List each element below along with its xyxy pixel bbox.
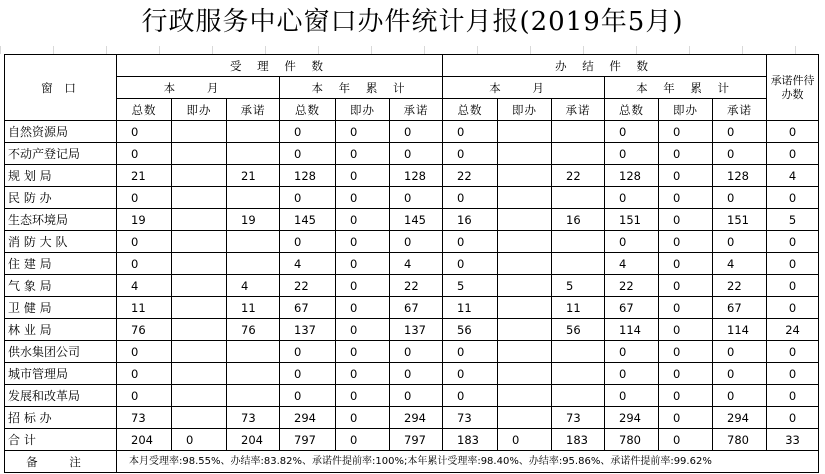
table-cell (552, 187, 605, 209)
table-cell: 0 (443, 341, 498, 363)
row-window-name: 供水集团公司 (5, 341, 117, 363)
table-cell (552, 121, 605, 143)
table-cell: 0 (390, 341, 443, 363)
table-row (5, 143, 819, 165)
table-row (5, 319, 819, 341)
table-cell: 0 (659, 363, 713, 385)
table-cell: 294 (390, 407, 443, 429)
table-cell: 128 (605, 165, 659, 187)
table-cell: 114 (713, 319, 767, 341)
table-cell: 24 (767, 319, 819, 341)
table-cell: 0 (117, 385, 172, 407)
table-cell: 0 (659, 231, 713, 253)
table-cell: 0 (390, 385, 443, 407)
table-cell (172, 253, 227, 275)
row-window-name: 消 防 大 队 (5, 231, 117, 253)
table-cell: 183 (443, 429, 498, 451)
table-cell: 4 (117, 275, 172, 297)
table-cell (498, 231, 552, 253)
table-cell: 0 (117, 187, 172, 209)
table-cell: 128 (713, 165, 767, 187)
table-cell: 0 (767, 253, 819, 275)
table-cell: 0 (659, 341, 713, 363)
table-cell (227, 363, 280, 385)
table-cell: 0 (713, 385, 767, 407)
table-cell: 0 (336, 121, 390, 143)
table-cell: 0 (336, 407, 390, 429)
table-cell: 0 (280, 143, 336, 165)
table-cell: 0 (605, 187, 659, 209)
table-cell: 0 (117, 341, 172, 363)
table-cell: 0 (443, 187, 498, 209)
table-cell (552, 143, 605, 165)
statistics-table (4, 54, 819, 473)
subheader-promise: 承诺 (390, 99, 443, 121)
table-cell: 0 (767, 385, 819, 407)
subheader-total: 总数 (117, 99, 172, 121)
subheader-promise: 承诺 (227, 99, 280, 121)
table-row (5, 429, 819, 451)
table-cell: 0 (605, 121, 659, 143)
table-cell (172, 121, 227, 143)
table-cell: 76 (227, 319, 280, 341)
table-cell: 294 (713, 407, 767, 429)
table-cell (498, 253, 552, 275)
table-cell: 151 (605, 209, 659, 231)
subheader-instant: 即办 (336, 99, 390, 121)
table-cell: 19 (227, 209, 280, 231)
table-cell: 0 (767, 363, 819, 385)
table-cell (172, 275, 227, 297)
table-cell: 0 (117, 363, 172, 385)
table-cell: 797 (280, 429, 336, 451)
table-row (5, 407, 819, 429)
table-cell: 0 (172, 429, 227, 451)
table-cell (172, 319, 227, 341)
table-cell: 0 (336, 297, 390, 319)
table-cell (227, 341, 280, 363)
table-cell: 56 (552, 319, 605, 341)
header-accepted-this-month: 本 月 (117, 77, 280, 99)
table-cell: 22 (713, 275, 767, 297)
table-cell: 183 (552, 429, 605, 451)
table-cell: 0 (336, 385, 390, 407)
table-cell: 56 (443, 319, 498, 341)
table-cell (172, 143, 227, 165)
table-cell: 0 (713, 143, 767, 165)
table-cell: 0 (443, 121, 498, 143)
table-cell: 4 (767, 165, 819, 187)
row-window-name: 不动产登记局 (5, 143, 117, 165)
row-window-name: 城市管理局 (5, 363, 117, 385)
table-cell: 797 (390, 429, 443, 451)
table-cell: 0 (605, 385, 659, 407)
table-cell: 0 (605, 231, 659, 253)
row-window-name: 规 划 局 (5, 165, 117, 187)
table-cell (172, 187, 227, 209)
table-cell: 0 (117, 143, 172, 165)
row-window-name: 气 象 局 (5, 275, 117, 297)
table-cell (552, 385, 605, 407)
table-cell: 0 (443, 143, 498, 165)
report-title: 行政服务中心窗口办件统计月报(2019年5月) (141, 7, 684, 37)
table-row (5, 165, 819, 187)
table-cell: 0 (336, 275, 390, 297)
table-cell (227, 253, 280, 275)
table-cell: 0 (767, 121, 819, 143)
table-cell: 0 (713, 187, 767, 209)
subheader-instant: 即办 (659, 99, 713, 121)
header-accepted: 受 理 件 数 (117, 55, 443, 77)
table-cell (498, 143, 552, 165)
table-cell: 145 (390, 209, 443, 231)
table-cell: 67 (390, 297, 443, 319)
table-cell: 128 (390, 165, 443, 187)
spreadsheet-gridlines (0, 46, 825, 54)
table-cell: 67 (713, 297, 767, 319)
table-cell: 0 (443, 385, 498, 407)
note-row (5, 451, 819, 473)
table-cell: 0 (336, 209, 390, 231)
table-cell: 0 (605, 143, 659, 165)
table-cell: 294 (605, 407, 659, 429)
table-cell (498, 165, 552, 187)
row-window-name: 自然资源局 (5, 121, 117, 143)
table-cell: 145 (280, 209, 336, 231)
table-cell: 0 (713, 231, 767, 253)
table-cell: 0 (767, 143, 819, 165)
table-cell: 0 (498, 429, 552, 451)
table-cell: 0 (336, 363, 390, 385)
table-cell (552, 363, 605, 385)
table-cell: 73 (227, 407, 280, 429)
table-cell: 76 (117, 319, 172, 341)
row-window-name: 民 防 办 (5, 187, 117, 209)
header-completed-ytd: 本 年 累 计 (605, 77, 767, 99)
table-cell: 0 (280, 187, 336, 209)
table-cell: 294 (280, 407, 336, 429)
table-cell: 5 (443, 275, 498, 297)
table-cell: 0 (336, 253, 390, 275)
table-cell: 137 (280, 319, 336, 341)
table-cell: 22 (443, 165, 498, 187)
table-cell: 4 (713, 253, 767, 275)
subheader-total: 总数 (605, 99, 659, 121)
table-cell (227, 385, 280, 407)
table-cell: 33 (767, 429, 819, 451)
table-cell: 0 (713, 341, 767, 363)
table-cell (172, 363, 227, 385)
table-cell: 11 (227, 297, 280, 319)
table-cell: 114 (605, 319, 659, 341)
table-cell: 0 (767, 231, 819, 253)
header-pending: 承诺件待办数 (767, 55, 819, 121)
table-cell: 0 (659, 319, 713, 341)
table-cell (172, 297, 227, 319)
table-cell (172, 165, 227, 187)
table-cell: 0 (659, 165, 713, 187)
row-window-name: 林 业 局 (5, 319, 117, 341)
table-cell: 0 (659, 385, 713, 407)
table-cell: 11 (117, 297, 172, 319)
table-cell (498, 297, 552, 319)
subheader-instant: 即办 (172, 99, 227, 121)
table-row (5, 121, 819, 143)
row-window-name: 发展和改革局 (5, 385, 117, 407)
table-cell: 0 (713, 121, 767, 143)
header-window: 窗 口 (5, 55, 117, 121)
table-cell: 5 (552, 275, 605, 297)
table-cell: 0 (443, 231, 498, 253)
table-cell (498, 407, 552, 429)
table-cell: 0 (336, 341, 390, 363)
table-cell: 0 (659, 407, 713, 429)
table-row (5, 209, 819, 231)
table-cell: 0 (659, 121, 713, 143)
table-row (5, 297, 819, 319)
table-cell: 780 (605, 429, 659, 451)
table-cell (498, 385, 552, 407)
table-cell: 0 (659, 143, 713, 165)
table-cell: 0 (117, 121, 172, 143)
table-cell: 0 (117, 253, 172, 275)
table-cell: 0 (659, 209, 713, 231)
table-cell (227, 143, 280, 165)
table-cell: 0 (659, 429, 713, 451)
table-cell (498, 121, 552, 143)
subheader-promise: 承诺 (552, 99, 605, 121)
table-cell: 0 (390, 143, 443, 165)
table-cell: 0 (767, 407, 819, 429)
table-cell (172, 209, 227, 231)
table-cell: 0 (767, 275, 819, 297)
table-cell: 128 (280, 165, 336, 187)
table-cell: 19 (117, 209, 172, 231)
table-cell (498, 275, 552, 297)
note-label: 备 注 (5, 451, 117, 473)
table-cell: 73 (443, 407, 498, 429)
table-cell (172, 341, 227, 363)
row-window-name: 生态环境局 (5, 209, 117, 231)
table-cell (172, 407, 227, 429)
subheader-total: 总数 (280, 99, 336, 121)
table-cell: 0 (713, 363, 767, 385)
table-cell: 0 (659, 275, 713, 297)
table-cell: 67 (605, 297, 659, 319)
row-window-name: 合 计 (5, 429, 117, 451)
table-cell: 16 (552, 209, 605, 231)
table-cell: 16 (443, 209, 498, 231)
table-cell: 22 (552, 165, 605, 187)
table-cell: 151 (713, 209, 767, 231)
table-cell (172, 385, 227, 407)
table-cell: 73 (117, 407, 172, 429)
table-cell: 0 (443, 253, 498, 275)
table-cell: 4 (390, 253, 443, 275)
table-cell: 0 (336, 231, 390, 253)
table-cell: 22 (280, 275, 336, 297)
table-cell: 0 (390, 363, 443, 385)
table-cell: 0 (767, 341, 819, 363)
header-accepted-ytd: 本 年 累 计 (280, 77, 443, 99)
table-cell: 204 (227, 429, 280, 451)
table-cell: 0 (390, 231, 443, 253)
header-completed: 办 结 件 数 (443, 55, 767, 77)
table-cell: 0 (659, 187, 713, 209)
table-cell (498, 209, 552, 231)
table-row (5, 231, 819, 253)
table-cell (498, 363, 552, 385)
table-cell (498, 319, 552, 341)
table-cell: 0 (280, 231, 336, 253)
row-window-name: 住 建 局 (5, 253, 117, 275)
table-cell: 4 (605, 253, 659, 275)
table-row (5, 253, 819, 275)
table-cell: 4 (280, 253, 336, 275)
table-cell: 4 (227, 275, 280, 297)
table-cell (498, 341, 552, 363)
table-cell (552, 341, 605, 363)
table-cell: 21 (227, 165, 280, 187)
table-cell (172, 231, 227, 253)
table-cell: 0 (280, 121, 336, 143)
table-cell (552, 253, 605, 275)
table-cell: 0 (117, 231, 172, 253)
table-cell: 0 (280, 385, 336, 407)
table-row (5, 341, 819, 363)
table-row (5, 187, 819, 209)
table-cell: 204 (117, 429, 172, 451)
table-cell: 0 (280, 363, 336, 385)
table-cell: 11 (552, 297, 605, 319)
note-text: 本月受理率:98.55%、办结率:83.82%、承诺件提前率:100%;本年累计受理率:98.40%、办结率:95.86%、承诺件提前率:99.62% (117, 451, 819, 473)
table-cell: 21 (117, 165, 172, 187)
table-cell: 0 (605, 341, 659, 363)
table-cell (552, 231, 605, 253)
subheader-promise: 承诺 (713, 99, 767, 121)
table-cell: 73 (552, 407, 605, 429)
table-cell: 0 (659, 253, 713, 275)
row-window-name: 卫 健 局 (5, 297, 117, 319)
table-cell (227, 187, 280, 209)
table-cell: 0 (390, 121, 443, 143)
table-cell: 0 (280, 341, 336, 363)
table-cell: 0 (336, 165, 390, 187)
header-completed-this-month: 本 月 (443, 77, 605, 99)
table-cell: 22 (390, 275, 443, 297)
table-cell (227, 231, 280, 253)
table-cell: 0 (336, 319, 390, 341)
table-cell: 0 (767, 187, 819, 209)
table-cell: 0 (390, 187, 443, 209)
subheader-total: 总数 (443, 99, 498, 121)
table-cell: 11 (443, 297, 498, 319)
row-window-name: 招 标 办 (5, 407, 117, 429)
table-row (5, 275, 819, 297)
table-cell: 780 (713, 429, 767, 451)
table-cell: 0 (336, 143, 390, 165)
table-cell (498, 187, 552, 209)
table-cell: 67 (280, 297, 336, 319)
table-cell: 137 (390, 319, 443, 341)
table-cell: 0 (767, 297, 819, 319)
table-cell: 0 (605, 363, 659, 385)
table-cell (227, 121, 280, 143)
table-row (5, 385, 819, 407)
table-cell: 0 (336, 429, 390, 451)
table-cell: 0 (659, 297, 713, 319)
table-cell: 0 (336, 187, 390, 209)
table-row (5, 363, 819, 385)
table-cell: 0 (443, 363, 498, 385)
subheader-instant: 即办 (498, 99, 552, 121)
table-cell: 22 (605, 275, 659, 297)
table-cell: 5 (767, 209, 819, 231)
